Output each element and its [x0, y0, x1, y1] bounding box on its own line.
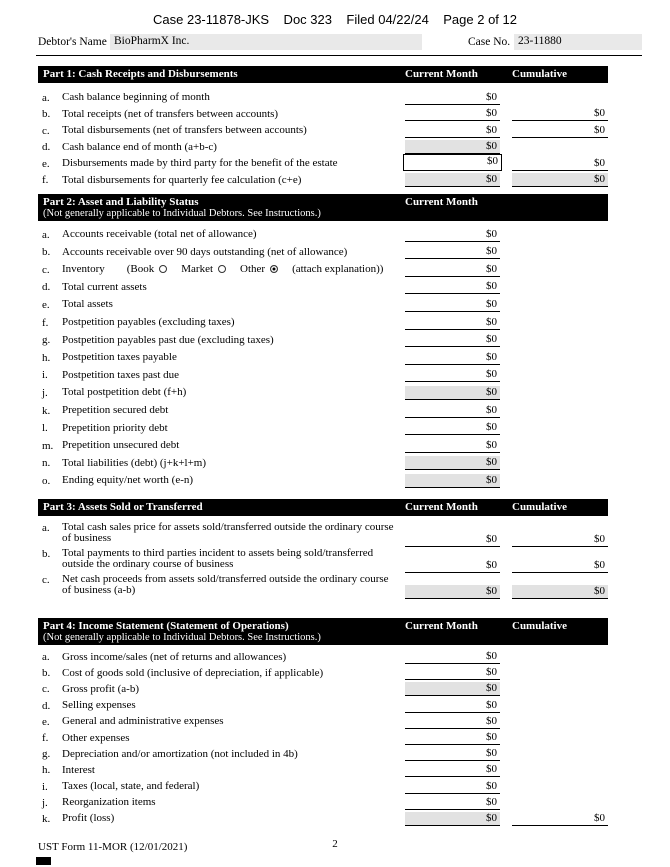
radio-option-label: Market	[181, 263, 214, 276]
row-part1-f	[38, 172, 608, 189]
row-part1-c	[38, 122, 608, 139]
page-number: 2	[332, 838, 338, 850]
field-current-month[interactable]: $0	[405, 351, 500, 365]
row-letter: a.	[42, 521, 50, 534]
row-letter: c.	[42, 124, 50, 137]
part1-section	[38, 66, 608, 188]
row-letter: j.	[42, 796, 48, 809]
row-letter: n.	[42, 457, 51, 470]
row-letter: j.	[42, 386, 48, 399]
row-label: Total disbursements (net of transfers between accounts)	[62, 124, 307, 136]
row-letter: a.	[42, 651, 50, 664]
column-header-cumulative: Cumulative	[512, 500, 567, 513]
row-letter: o.	[42, 474, 51, 487]
field-current-month: $0	[405, 140, 500, 154]
row-part2-d	[38, 278, 608, 296]
part4-section	[38, 618, 608, 827]
field-current-month[interactable]: $0	[405, 533, 500, 547]
row-label: Prepetition priority debt	[62, 421, 168, 434]
row-letter: i.	[42, 369, 48, 382]
part1-title: Part 1: Cash Receipts and Disbursements	[43, 68, 238, 80]
part3-header-bar	[38, 499, 608, 516]
part4-subtitle: (Not generally applicable to Individual Debtors. See Instructions.)	[43, 631, 321, 643]
field-current-month[interactable]: $0	[405, 91, 500, 105]
row-letter: f.	[42, 174, 49, 186]
field-current-month[interactable]: $0	[405, 421, 500, 435]
row-letter: k.	[42, 404, 51, 417]
row-label: Postpetition taxes payable	[62, 351, 177, 364]
field-current-month[interactable]: $0	[405, 280, 500, 294]
row-letter: d.	[42, 141, 51, 153]
field-current-month[interactable]: $0	[405, 107, 500, 121]
row-label: Selling expenses	[62, 699, 136, 712]
row-label: Other expenses	[62, 731, 130, 744]
row-label: Gross income/sales (net of returns and allowances)	[62, 650, 287, 663]
row-label: Total current assets	[62, 280, 147, 293]
row-label: Inventory (Book Market Other (attach explanation))	[62, 263, 384, 276]
row-label: Total receipts (net of transfers between accounts)	[62, 107, 279, 120]
row-part4-h	[38, 762, 608, 778]
field-current-month: $0	[405, 812, 500, 826]
row-part4-a	[38, 649, 608, 665]
form-version-footer: UST Form 11-MOR (12/01/2021)	[38, 841, 188, 853]
debtor-header-row	[0, 34, 670, 54]
field-current-month[interactable]: $0	[405, 559, 500, 573]
row-letter: g.	[42, 334, 51, 347]
field-current-month[interactable]: $0	[405, 245, 500, 259]
court-stamp: Case 23-11878-JKS Doc 323 Filed 04/22/24 Page 2 of 12	[153, 12, 517, 27]
row-label: Gross profit (a-b)	[62, 682, 139, 695]
row-letter: d.	[42, 699, 51, 712]
row-label: Disbursements made by third party for the benefit of the estate	[62, 157, 338, 169]
field-current-month[interactable]: $0	[405, 715, 500, 729]
debtor-name-field[interactable]: BioPharmX Inc.	[110, 34, 422, 50]
row-part4-f	[38, 730, 608, 746]
row-letter: b.	[42, 246, 51, 259]
row-part4-c	[38, 681, 608, 697]
column-header-current-month: Current Month	[405, 68, 478, 80]
field-cumulative: $0	[512, 173, 608, 187]
row-letter: f.	[42, 316, 49, 329]
row-label: Postpetition taxes past due	[62, 368, 180, 381]
radio-option-label: Other	[240, 263, 266, 276]
row-label: Net cash proceeds from assets sold/transferred outside the ordinary course of business (a-b)	[62, 572, 389, 597]
field-current-month: $0	[405, 585, 500, 599]
field-current-month: $0	[405, 456, 500, 470]
row-part4-d	[38, 697, 608, 713]
row-part2-h	[38, 348, 608, 366]
row-letter: h.	[42, 764, 51, 777]
radio-other-selected[interactable]	[270, 265, 278, 273]
row-label: Total liabilities (debt) (j+k+l+m)	[62, 456, 207, 469]
field-cumulative: $0	[512, 585, 608, 599]
row-part1-a	[38, 89, 608, 106]
row-part2-j	[38, 383, 608, 401]
row-part1-d	[38, 139, 608, 156]
row-part3-a	[38, 522, 608, 548]
part3-rows	[38, 516, 608, 600]
field-cumulative[interactable]: $0	[512, 812, 608, 826]
field-current-month[interactable]: $0	[405, 124, 500, 138]
row-part4-i	[38, 778, 608, 794]
field-current-month[interactable]: $0	[405, 763, 500, 777]
row-label: Accounts receivable over 90 days outstanding (net of allowance)	[62, 245, 348, 258]
row-letter: l.	[42, 422, 48, 435]
field-current-month[interactable]: $0	[405, 796, 500, 810]
row-letter: e.	[42, 715, 50, 728]
field-current-month: $0	[405, 682, 500, 696]
column-header-current-month: Current Month	[405, 500, 478, 513]
row-label: Total assets	[62, 298, 113, 311]
row-part2-c	[38, 260, 608, 278]
row-label: Interest	[62, 763, 95, 776]
row-part4-j	[38, 795, 608, 811]
radio-option-label: (Book	[126, 263, 155, 276]
column-header-cumulative: Cumulative	[512, 68, 567, 80]
field-current-month[interactable]: $0	[405, 228, 500, 242]
row-letter: b.	[42, 547, 51, 560]
row-label: Cost of goods sold (inclusive of depreciation, if applicable)	[62, 666, 324, 679]
row-letter: m.	[42, 439, 54, 452]
row-part2-e	[38, 295, 608, 313]
row-letter: a.	[42, 228, 50, 241]
row-label: Total postpetition debt (f+h)	[62, 386, 187, 399]
part4-rows	[38, 645, 608, 827]
radio-book[interactable]	[159, 265, 167, 273]
column-header-current-month: Current Month	[405, 196, 478, 208]
row-label: Total disbursements for quarterly fee calculation (c+e)	[62, 173, 302, 186]
field-current-month[interactable]: $0	[405, 731, 500, 745]
part2-rows	[38, 221, 608, 489]
field-current-month[interactable]: $0	[405, 316, 500, 330]
header-divider	[36, 55, 642, 56]
row-letter: b.	[42, 667, 51, 680]
row-letter: e.	[42, 157, 50, 170]
part1-header-bar	[38, 66, 608, 83]
row-letter: h.	[42, 351, 51, 364]
scan-artifact	[36, 857, 51, 865]
row-label: Total payments to third parties incident to assets being sold/transferred outside the ordinary course of business	[62, 546, 374, 571]
row-part1-e	[38, 155, 608, 172]
field-cumulative[interactable]: $0	[512, 533, 608, 547]
debtor-name-label: Debtor's Name	[38, 36, 107, 48]
row-part3-c	[38, 574, 608, 600]
row-letter: d.	[42, 281, 51, 294]
row-label: General and administrative expenses	[62, 715, 224, 728]
row-label: Taxes (local, state, and federal)	[62, 780, 200, 793]
row-part2-m	[38, 436, 608, 454]
field-current-month[interactable]: $0	[405, 333, 500, 347]
field-cumulative[interactable]: $0	[512, 157, 608, 171]
field-current-month: $0	[405, 474, 500, 488]
row-part2-k	[38, 401, 608, 419]
row-part2-i	[38, 366, 608, 384]
field-cumulative[interactable]: $0	[512, 107, 608, 121]
case-no-label: Case No.	[468, 36, 511, 48]
row-label: Postpetition payables (excluding taxes)	[62, 316, 235, 329]
column-header-cumulative: Cumulative	[512, 619, 567, 632]
row-part2-f	[38, 313, 608, 331]
field-current-month[interactable]: $0	[405, 298, 500, 312]
part2-section	[38, 194, 608, 489]
row-part4-g	[38, 746, 608, 762]
row-letter: c.	[42, 573, 50, 586]
row-letter: c.	[42, 263, 50, 276]
row-label: Reorganization items	[62, 796, 156, 809]
row-part4-k	[38, 811, 608, 827]
row-part4-b	[38, 665, 608, 681]
row-part4-e	[38, 714, 608, 730]
row-label: Profit (loss)	[62, 812, 115, 825]
radio-market[interactable]	[218, 265, 226, 273]
row-label: Depreciation and/or amortization (not included in 4b)	[62, 747, 298, 760]
row-part3-b	[38, 548, 608, 574]
row-part2-b	[38, 243, 608, 261]
row-label: Cash balance beginning of month	[62, 91, 210, 103]
row-label: Ending equity/net worth (e-n)	[62, 474, 194, 487]
field-current-month[interactable]: $0	[405, 263, 500, 277]
field-current-month[interactable]: $0	[405, 439, 500, 453]
part2-header-bar	[38, 194, 608, 221]
field-current-month[interactable]: $0	[405, 650, 500, 664]
part1-rows	[38, 83, 608, 188]
field-current-month[interactable]: $0	[405, 404, 500, 418]
row-label: Total cash sales price for assets sold/transferred outside the ordinary course of business	[62, 520, 394, 545]
form-parts	[0, 66, 670, 827]
field-current-month[interactable]: $0	[403, 154, 502, 171]
field-current-month[interactable]: $0	[405, 699, 500, 713]
row-part2-g	[38, 331, 608, 349]
part2-subtitle: (Not generally applicable to Individual Debtors. See Instructions.)	[43, 208, 321, 219]
radio-note: (attach explanation))	[292, 263, 384, 276]
part2-title: Part 2: Asset and Liability Status	[43, 196, 199, 208]
row-letter: i.	[42, 780, 48, 793]
row-label: Prepetition secured debt	[62, 404, 169, 417]
row-letter: c.	[42, 683, 50, 696]
row-part2-n	[38, 454, 608, 472]
part4-header-bar	[38, 618, 608, 645]
field-current-month: $0	[405, 386, 500, 400]
row-letter: a.	[42, 91, 50, 104]
field-current-month[interactable]: $0	[405, 780, 500, 794]
row-part2-o	[38, 471, 608, 489]
row-letter: f.	[42, 732, 49, 745]
row-part2-l	[38, 419, 608, 437]
row-label: Cash balance end of month (a+b-c)	[62, 140, 217, 153]
case-no-field[interactable]: 23-11880	[514, 34, 642, 50]
field-cumulative[interactable]: $0	[512, 559, 608, 573]
field-current-month[interactable]: $0	[405, 666, 500, 680]
row-part2-a	[38, 225, 608, 243]
field-current-month: $0	[405, 173, 500, 187]
column-header-current-month: Current Month	[405, 619, 478, 632]
row-letter: k.	[42, 812, 51, 825]
part4-title: Part 4: Income Statement (Statement of Operations)	[43, 619, 289, 632]
row-letter: e.	[42, 298, 50, 311]
row-letter: b.	[42, 108, 51, 120]
row-label: Prepetition unsecured debt	[62, 439, 180, 452]
field-current-month[interactable]: $0	[405, 747, 500, 761]
row-part1-b	[38, 106, 608, 123]
row-label: Accounts receivable (total net of allowance)	[62, 228, 257, 241]
field-cumulative[interactable]: $0	[512, 124, 608, 138]
row-letter: g.	[42, 748, 51, 761]
field-current-month[interactable]: $0	[405, 368, 500, 382]
part3-section	[38, 499, 608, 600]
row-label: Postpetition payables past due (excluding taxes)	[62, 333, 274, 346]
part3-title: Part 3: Assets Sold or Transferred	[43, 500, 203, 513]
